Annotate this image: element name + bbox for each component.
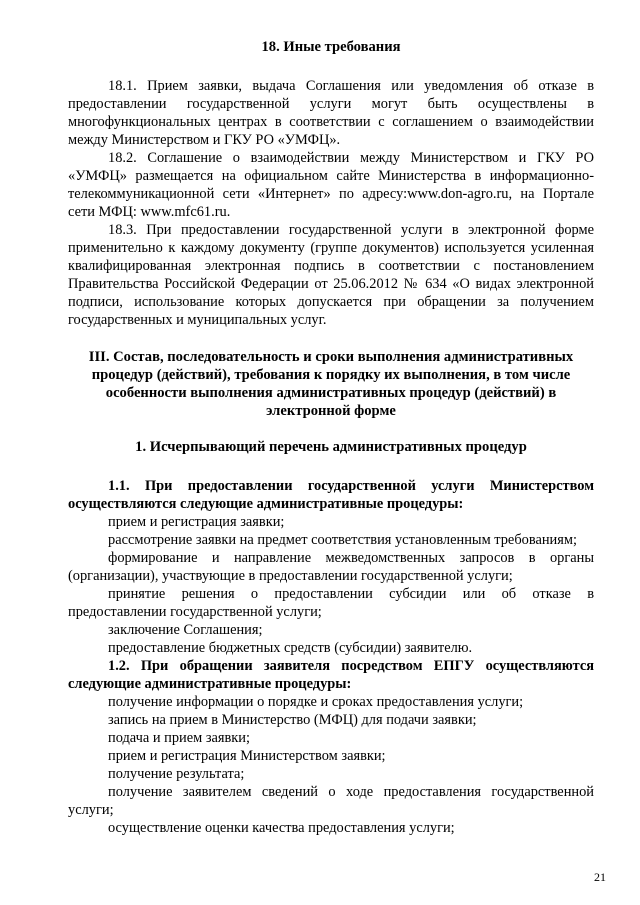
list-item: прием и регистрация Министерством заявки; <box>108 748 386 764</box>
paragraph-18-1: 18.1. Прием заявки, выдача Соглашения или уведомления об отказе в предоставлении государственной услуги могут быть осуществлены в многофункциональных центрах в соответствии с соглашением о взаимодействии между Министерством и ГКУ РО «УМФЦ». <box>68 78 594 148</box>
paragraph-18-2: 18.2. Соглашение о взаимодействии между Министерством и ГКУ РО «УМФЦ» размещается на официальном сайте Министерства в информационно-телекоммуникационной сети «Интернет» по адресу:www.don-agro.ru, на Портале сети МФЦ: www.mfc61.ru. <box>68 150 594 220</box>
list-item: получение результата; <box>108 766 245 782</box>
paragraph-1-1-heading: 1.1. При предоставлении государственной услуги Министерством осуществляются следующие административные процедуры: <box>68 478 594 512</box>
list-item: рассмотрение заявки на предмет соответствия установленным требованиям; <box>108 532 577 548</box>
section-1-title: 1. Исчерпывающий перечень административных процедур <box>135 439 527 455</box>
list-item: формирование и направление межведомственных запросов в органы (организации), участвующие в предоставлении государственной услуги; <box>68 550 594 584</box>
paragraph-1-2-heading: 1.2. При обращении заявителя посредством ЕПГУ осуществляются следующие административные процедуры: <box>68 658 594 692</box>
list-item: осуществление оценки качества предоставления услуги; <box>108 820 455 836</box>
list-item: получение информации о порядке и сроках предоставления услуги; <box>108 694 524 710</box>
list-item: подача и прием заявки; <box>108 730 251 746</box>
list-item: прием и регистрация заявки; <box>108 514 285 530</box>
page-number: 21 <box>594 870 606 884</box>
section-18-title: 18. Иные требования <box>261 39 401 55</box>
paragraph-18-3: 18.3. При предоставлении государственной услуги в электронной форме применительно к каждому документу (группе документов) используется усиленная квалифицированная электронная подпись в соответствии с постановлением Правительства Российской Федерации от 25.06.2012 № 634 «О видах электронной подписи, использование которых допускается при обращении за получением государственных и муниципальных услуг. <box>68 222 594 328</box>
list-item: получение заявителем сведений о ходе предоставления государственной услуги; <box>68 784 594 818</box>
list-item: предоставление бюджетных средств (субсидии) заявителю. <box>108 640 473 656</box>
part-3-title: III. Состав, последовательность и сроки выполнения административных процедур (действий), требования к порядку их выполнения, в том числе особенности выполнения административных процедур (действий) в электронной форме <box>88 349 574 419</box>
list-item: принятие решения о предоставлении субсидии или об отказе в предоставлении государственной услуги; <box>68 586 594 620</box>
list-item: запись на прием в Министерство (МФЦ) для подачи заявки; <box>108 712 477 728</box>
list-item: заключение Соглашения; <box>108 622 263 638</box>
